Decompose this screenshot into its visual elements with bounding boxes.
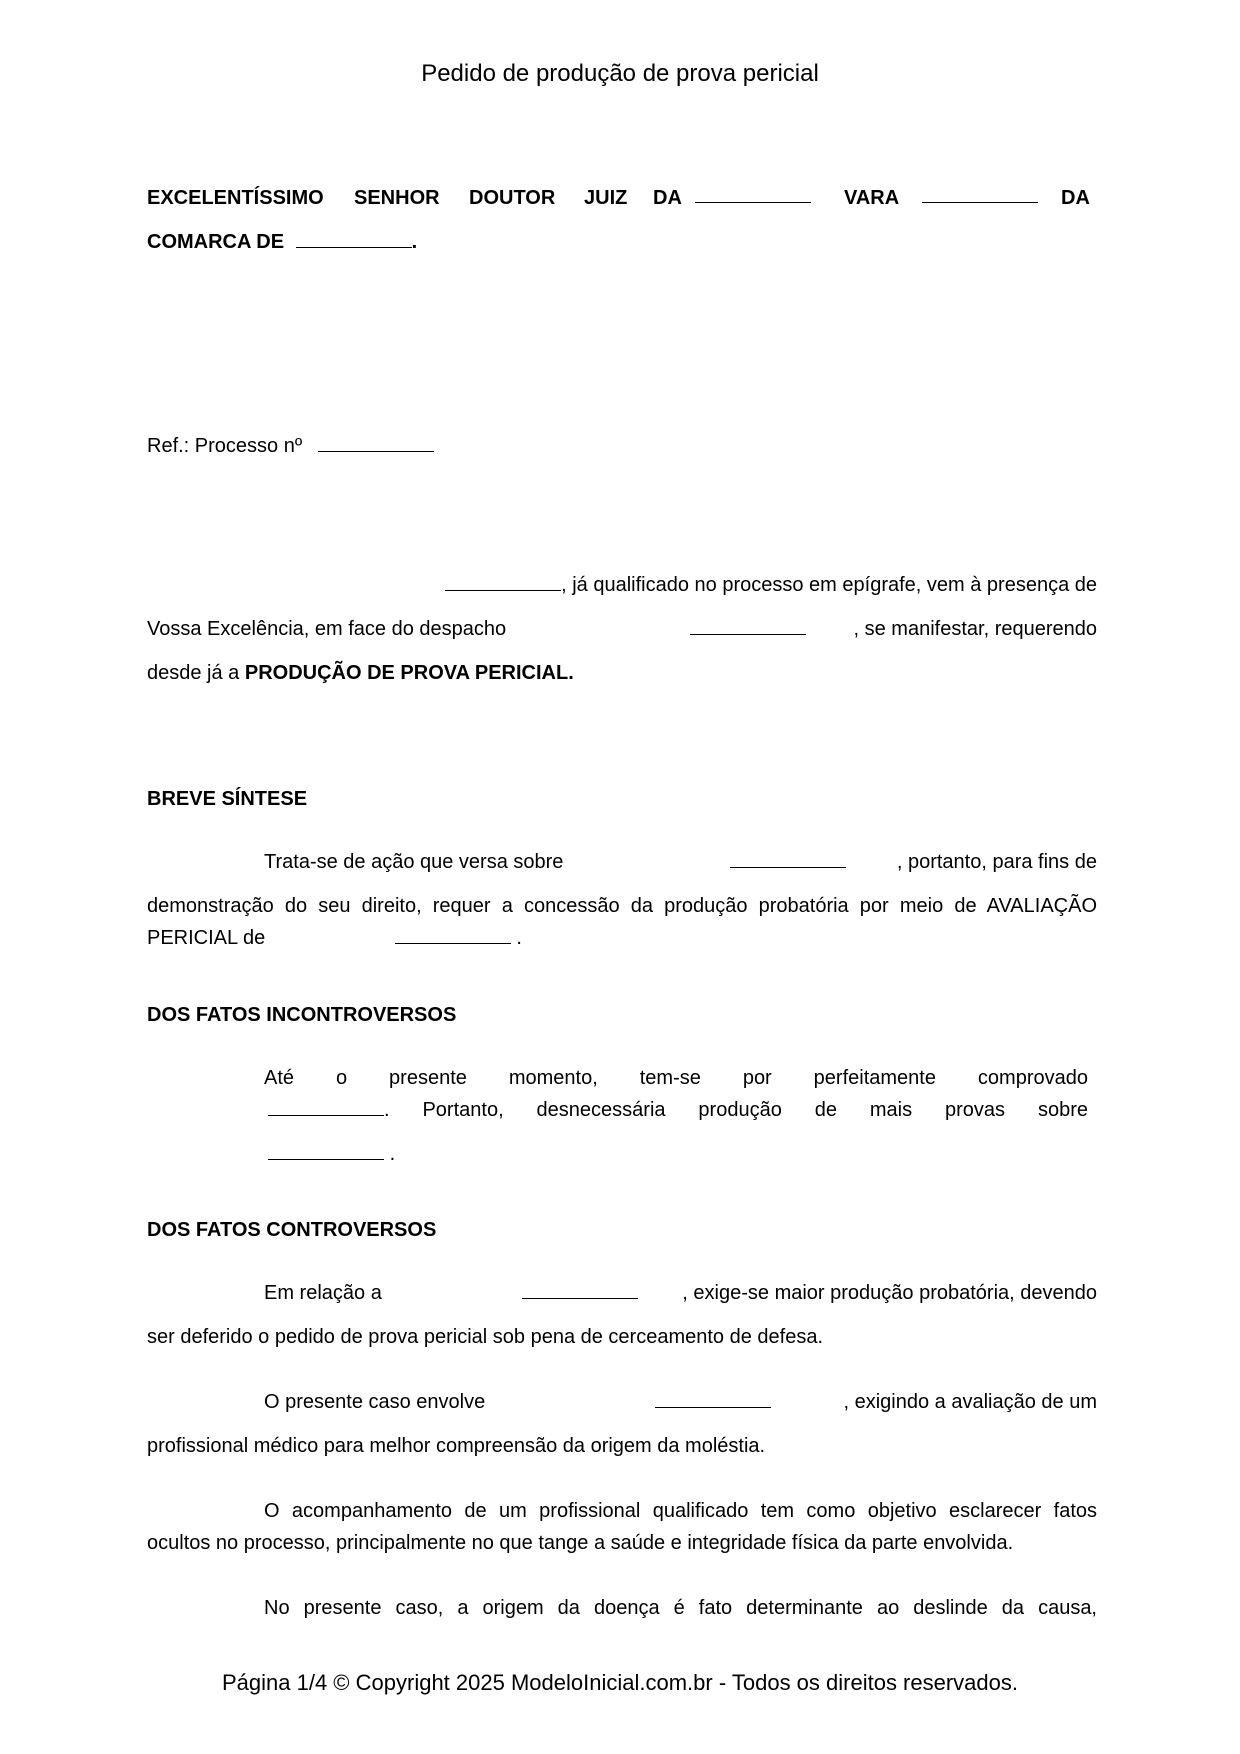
intro-line-3 [147, 659, 574, 687]
address-word: DOUTOR [469, 187, 556, 209]
controversos-p1-line-2: ser deferido o pedido de prova pericial sob pena de cerceamento de defesa. [147, 1326, 824, 1348]
address-period: . [411, 231, 418, 253]
blank-field-vara-type[interactable] [922, 188, 1038, 203]
controversos-p2-blank-wrap [655, 1388, 771, 1416]
blank-field-caso-envolve[interactable] [655, 1393, 771, 1408]
blank-field-comprovado[interactable] [268, 1101, 384, 1116]
sintese-line-3-tail: . [516, 927, 522, 949]
intro-line-2-tail: , se manifestar, requerendo [853, 618, 1097, 640]
address-line-1 [147, 184, 1097, 212]
controversos-p3-line-2: ocultos no processo, principalmente no que tange a saúde e integridade física da parte envolvida. [147, 1532, 1014, 1554]
page-footer: Página 1/4 © Copyright 2025 ModeloInicial.com.br - Todos os direitos reservados. [222, 1670, 1018, 1695]
section-heading-incontroversos: DOS FATOS INCONTROVERSOS [147, 1004, 457, 1026]
address-word: DA [653, 187, 682, 209]
sintese-line-3-head: PERICIAL de [147, 927, 266, 949]
controversos-p2-head: O presente caso envolve [264, 1391, 486, 1413]
intro-line-1 [385, 571, 1097, 599]
controversos-p2-line-1 [264, 1388, 1097, 1416]
ref-label: Ref.: Processo nº [147, 435, 303, 457]
intro-line-2-blank-wrap [690, 615, 806, 643]
document-header-title: Pedido de produção de prova pericial [421, 60, 819, 87]
intro-line-3-head: desde já a [147, 662, 240, 684]
intro-line-1-text: , já qualificado no processo em epígrafe, vem à presença de [561, 574, 1097, 596]
address-word: VARA [844, 187, 900, 209]
intro-highlight: PRODUÇÃO DE PROVA PERICIAL. [244, 662, 574, 684]
blank-field-vara-number[interactable] [695, 188, 811, 203]
sintese-line-1-head: Trata-se de ação que versa sobre [264, 851, 564, 873]
intro-line-2 [147, 615, 1097, 643]
address-word: EXCELENTÍSSIMO [147, 187, 324, 209]
sintese-line-1-tail: , portanto, para fins de [896, 851, 1097, 873]
intro-line-2-head: Vossa Excelência, em face do despacho [147, 618, 507, 640]
incontroversos-line-2-text: . Portanto, desnecessária produção de mais provas sobre [384, 1099, 1088, 1121]
incontroversos-line-1: Até o presente momento, tem-se por perfeitamente comprovado [264, 1067, 1088, 1089]
blank-field-processo[interactable] [318, 437, 434, 452]
blank-field-despacho[interactable] [690, 620, 806, 635]
address-word: DA [1061, 187, 1090, 209]
address-word: JUIZ [584, 187, 628, 209]
section-heading-sintese: BREVE SÍNTESE [147, 788, 308, 810]
blank-field-em-relacao[interactable] [522, 1284, 638, 1299]
address-line-2 [147, 228, 417, 256]
section-heading-controversos: DOS FATOS CONTROVERSOS [147, 1219, 437, 1241]
address-comarca: COMARCA DE [147, 231, 285, 253]
sintese-line-2: demonstração do seu direito, requer a concessão da produção probatória por meio de AVALIAÇÃO [147, 895, 1097, 917]
blank-field-provas-sobre[interactable] [268, 1145, 384, 1160]
controversos-p3-line-1: O acompanhamento de um profissional qualificado tem como objetivo esclarecer fatos [264, 1500, 1097, 1522]
controversos-p1-line-1 [264, 1279, 1097, 1307]
controversos-p2-line-2: profissional médico para melhor compreensão da origem da moléstia. [147, 1435, 766, 1457]
controversos-p1-tail: , exige-se maior produção probatória, devendo [682, 1282, 1097, 1304]
blank-field-avaliacao[interactable] [395, 929, 511, 944]
blank-field-acao-sobre[interactable] [730, 853, 846, 868]
sintese-blank-wrap [730, 848, 846, 876]
controversos-p4-line-1: No presente caso, a origem da doença é fato determinante ao deslinde da causa, [264, 1597, 1097, 1619]
blank-field-party-name[interactable] [445, 576, 561, 591]
ref-line [147, 432, 434, 460]
incontroversos-line-2 [268, 1096, 1088, 1124]
address-word: SENHOR [354, 187, 440, 209]
controversos-p1-blank-wrap [522, 1279, 638, 1307]
sintese-line-3 [147, 924, 522, 952]
blank-field-comarca[interactable] [296, 233, 412, 248]
controversos-p1-head: Em relação a [264, 1282, 382, 1304]
controversos-p2-tail: , exigindo a avaliação de um [843, 1391, 1097, 1413]
incontroversos-line-3 [268, 1140, 395, 1168]
incontroversos-line-3-tail: . [389, 1143, 396, 1165]
sintese-line-1 [264, 848, 1097, 876]
